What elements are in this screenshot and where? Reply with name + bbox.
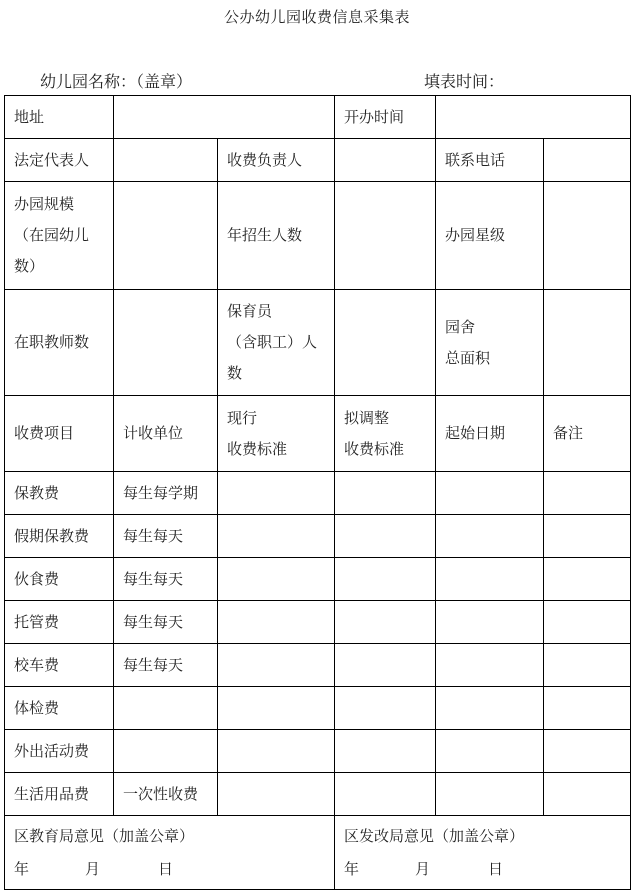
remarks-cell[interactable] <box>544 472 631 515</box>
start-date-cell[interactable] <box>436 558 544 601</box>
caregiver-label-line3: 数 <box>227 364 243 382</box>
approval-row <box>5 816 631 890</box>
day-label: 日 <box>158 859 174 878</box>
proposed-standard-cell[interactable] <box>335 601 436 644</box>
proposed-standard-cell[interactable] <box>335 472 436 515</box>
proposed-standard-cell[interactable] <box>335 515 436 558</box>
month-label: 月 <box>85 859 101 878</box>
table-row <box>5 687 631 730</box>
remarks-cell[interactable] <box>544 515 631 558</box>
month-label: 月 <box>415 859 431 878</box>
building-area-line2: 总面积 <box>445 348 491 367</box>
current-standard-cell[interactable] <box>218 730 335 773</box>
fee-item-cell: 生活用品费 <box>5 773 114 816</box>
education-bureau-opinion-cell[interactable] <box>5 816 335 890</box>
legal-rep-label: 法定代表人 <box>5 139 114 182</box>
scale-label-line3: 数） <box>14 257 45 275</box>
phone-value-cell[interactable] <box>544 139 631 182</box>
form-row-scale <box>5 182 631 290</box>
fee-manager-value-cell[interactable] <box>335 139 436 182</box>
header-start-date: 起始日期 <box>436 396 544 472</box>
fee-info-form-table <box>4 95 631 890</box>
fee-unit-cell: 每生每天 <box>114 515 218 558</box>
teacher-count-value-cell[interactable] <box>114 290 218 396</box>
header-proposed-line1: 拟调整 <box>344 408 390 427</box>
header-item: 收费项目 <box>5 396 114 472</box>
header-unit: 计收单位 <box>114 396 218 472</box>
building-area-value-cell[interactable] <box>544 290 631 396</box>
fee-item-cell: 体检费 <box>5 687 114 730</box>
fee-unit-cell: 每生每天 <box>114 601 218 644</box>
proposed-standard-cell[interactable] <box>335 644 436 687</box>
fee-item-cell: 保教费 <box>5 472 114 515</box>
fee-item-cell: 假期保教费 <box>5 515 114 558</box>
form-row-contacts <box>5 139 631 182</box>
table-row <box>5 601 631 644</box>
annual-enrollment-value-cell[interactable] <box>335 182 436 290</box>
header-proposed-standard <box>335 396 436 472</box>
remarks-cell[interactable] <box>544 601 631 644</box>
document-title: 公办幼儿园收费信息采集表 <box>223 8 410 26</box>
header-current-line2: 收费标准 <box>227 439 288 458</box>
proposed-standard-cell[interactable] <box>335 558 436 601</box>
star-rating-label: 办园星级 <box>436 182 544 290</box>
building-area-line1: 园舍 <box>445 317 476 336</box>
scale-label <box>5 182 114 290</box>
address-label: 地址 <box>5 96 114 139</box>
education-bureau-opinion-label: 区教育局意见（加盖公章） <box>14 826 195 845</box>
opening-time-label: 开办时间 <box>335 96 436 139</box>
current-standard-cell[interactable] <box>218 773 335 816</box>
current-standard-cell[interactable] <box>218 472 335 515</box>
form-row-address <box>5 96 631 139</box>
building-area-label <box>436 290 544 396</box>
current-standard-cell[interactable] <box>218 558 335 601</box>
fee-unit-cell <box>114 730 218 773</box>
star-rating-value-cell[interactable] <box>544 182 631 290</box>
fee-manager-label: 收费负责人 <box>218 139 335 182</box>
caregiver-label-line2: （含职工）人 <box>227 333 318 351</box>
start-date-cell[interactable] <box>436 472 544 515</box>
kindergarten-name-label: 幼儿园名称：（盖章） <box>40 72 193 91</box>
current-standard-cell[interactable] <box>218 515 335 558</box>
day-label: 日 <box>488 859 504 878</box>
fee-item-cell: 伙食费 <box>5 558 114 601</box>
fee-item-cell: 托管费 <box>5 601 114 644</box>
current-standard-cell[interactable] <box>218 601 335 644</box>
year-label: 年 <box>14 859 30 878</box>
address-value-cell[interactable] <box>114 96 335 139</box>
table-row <box>5 730 631 773</box>
caregiver-count-value-cell[interactable] <box>335 290 436 396</box>
header-remarks: 备注 <box>544 396 631 472</box>
caregiver-label-line1: 保育员 <box>227 302 273 320</box>
legal-rep-value-cell[interactable] <box>114 139 218 182</box>
table-row <box>5 515 631 558</box>
start-date-cell[interactable] <box>436 601 544 644</box>
phone-label: 联系电话 <box>436 139 544 182</box>
fee-unit-cell: 每生每天 <box>114 644 218 687</box>
remarks-cell[interactable] <box>544 773 631 816</box>
start-date-cell[interactable] <box>436 644 544 687</box>
table-row <box>5 558 631 601</box>
remarks-cell[interactable] <box>544 558 631 601</box>
table-row <box>5 472 631 515</box>
development-bureau-opinion-label: 区发改局意见（加盖公章） <box>344 826 525 845</box>
fee-table-header-row <box>5 396 631 472</box>
opening-time-value-cell[interactable] <box>436 96 631 139</box>
fee-unit-cell: 一次性收费 <box>114 773 218 816</box>
fee-unit-cell: 每生每天 <box>114 558 218 601</box>
proposed-standard-cell[interactable] <box>335 687 436 730</box>
fill-date-label: 填表时间： <box>424 72 505 91</box>
table-row <box>5 773 631 816</box>
scale-label-line1: 办园规模 <box>14 195 75 213</box>
fee-item-cell: 外出活动费 <box>5 730 114 773</box>
remarks-cell[interactable] <box>544 644 631 687</box>
fee-unit-cell: 每生每学期 <box>114 472 218 515</box>
header-current-line1: 现行 <box>227 408 258 427</box>
fee-item-cell: 校车费 <box>5 644 114 687</box>
start-date-cell[interactable] <box>436 515 544 558</box>
header-proposed-line2: 收费标准 <box>344 439 405 458</box>
header-current-standard <box>218 396 335 472</box>
current-standard-cell[interactable] <box>218 687 335 730</box>
development-bureau-opinion-cell[interactable] <box>335 816 631 890</box>
remarks-cell[interactable] <box>544 687 631 730</box>
annual-enrollment-label: 年招生人数 <box>218 182 335 290</box>
table-row <box>5 644 631 687</box>
scale-value-cell[interactable] <box>114 182 218 290</box>
start-date-cell[interactable] <box>436 730 544 773</box>
start-date-cell[interactable] <box>436 687 544 730</box>
proposed-standard-cell[interactable] <box>335 730 436 773</box>
fee-unit-cell <box>114 687 218 730</box>
education-bureau-date-line <box>14 854 334 885</box>
remarks-cell[interactable] <box>544 730 631 773</box>
development-bureau-date-line <box>344 854 630 885</box>
current-standard-cell[interactable] <box>218 644 335 687</box>
scale-label-line2: （在园幼儿 <box>14 226 90 244</box>
proposed-standard-cell[interactable] <box>335 773 436 816</box>
caregiver-count-label <box>218 290 335 396</box>
form-row-staff <box>5 290 631 396</box>
year-label: 年 <box>344 859 360 878</box>
teacher-count-label: 在职教师数 <box>5 290 114 396</box>
start-date-cell[interactable] <box>436 773 544 816</box>
